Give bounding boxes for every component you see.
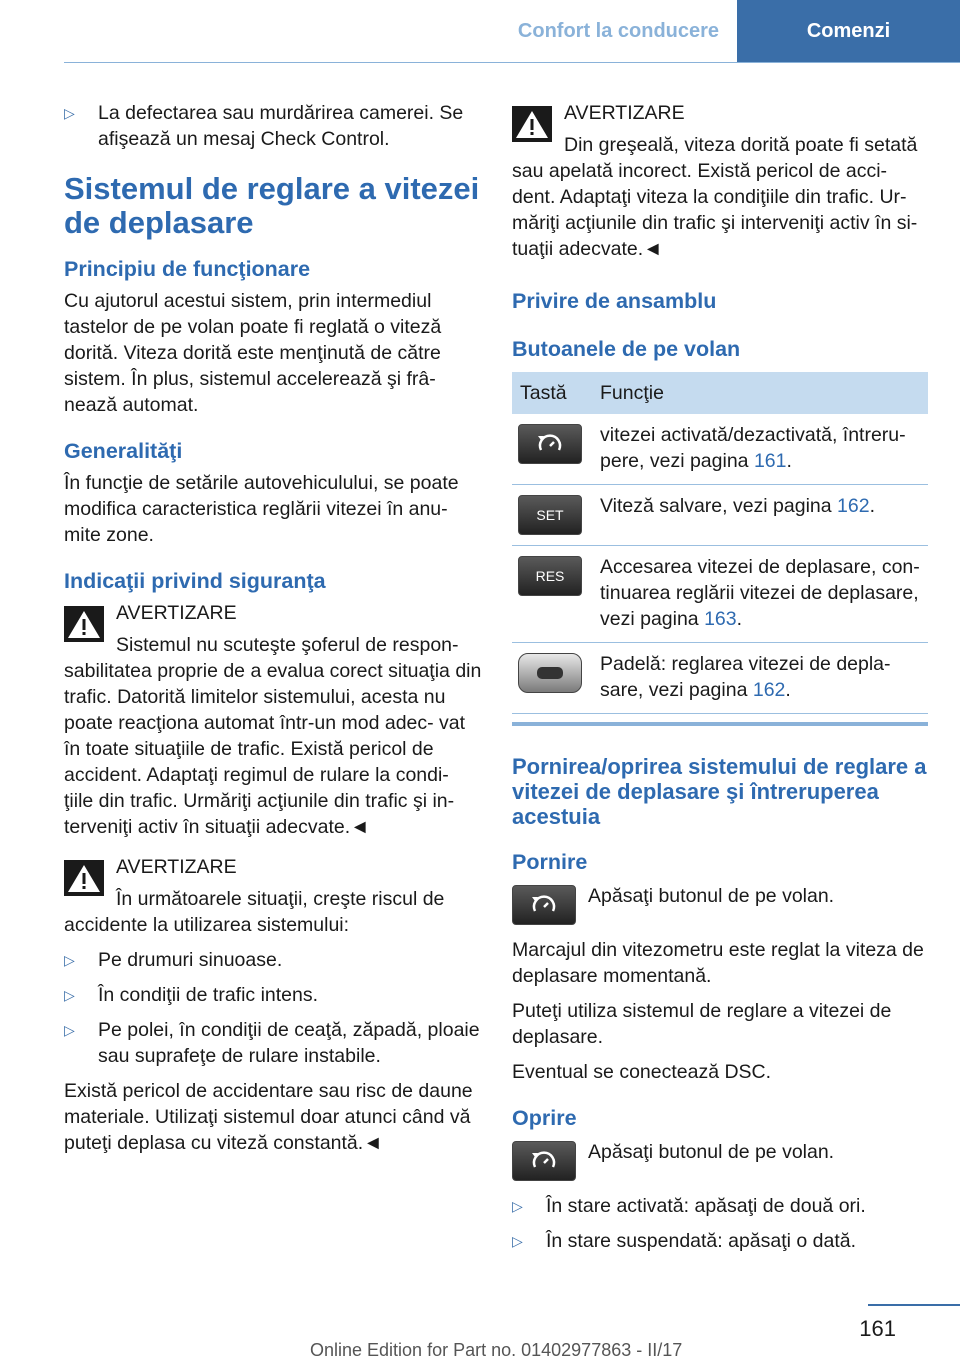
table-header-function: Funcţie	[592, 372, 928, 414]
table-row: Padelă: reglarea vitezei de depla‐ sare, vezi pagina 162.	[512, 643, 928, 714]
warning-title: AVERTIZARE	[564, 102, 685, 124]
footer-rule	[868, 1304, 960, 1306]
paragraph: Eventual se conectează DSC.	[512, 1061, 772, 1083]
section-heading: Pornirea/oprirea sistemului de reglare a vitezei de deplasare şi întreruperea acestuia	[512, 754, 927, 829]
list-item: ▷ La defectarea sau murdărirea camerei. Se afişează un mesaj Check Control.	[64, 102, 464, 150]
subsection-heading: Pornire	[512, 850, 588, 874]
warning-block	[64, 600, 482, 840]
warning-text: Din greşeală, viteza dorită poate fi setată sau apelată incorect. Există pericol de acci‐ dent. Adaptaţi viteza la condiţiile din trafic. Ur‐ măriţi acţiunile din trafic şi interveniţi activ în si‐ tuaţii adecvate.◄	[512, 134, 918, 260]
subsection-heading: Oprire	[512, 1106, 577, 1130]
table-row: SET Viteză salvare, vezi pagina 162.	[512, 485, 928, 546]
left-column	[64, 100, 482, 1165]
cruise-control-icon	[512, 885, 576, 925]
list-item: ▷ În stare activată: apăsaţi de două ori.	[512, 1195, 866, 1217]
page-link[interactable]: 163	[704, 608, 737, 630]
warning-title: AVERTIZARE	[116, 602, 237, 624]
warning-text: Sistemul nu scuteşte şoferul de respon‐ sabilitatea proprie de a evalua corect situaţia din trafic. Datorită limitelor sistemului, acesta nu poate reacţiona automat într-un mod adec‐ vat în toate situaţiile de trafic. Există pericol de accident. Adaptaţi regimul de rulare la condi‐ ţiile din trafic. Urmăriţi acţiunile din trafic şi in‐ terveniţi activ în situaţii adecvate.◄	[64, 634, 482, 838]
list-item: ▷ În stare suspendată: apăsaţi o dată.	[512, 1230, 857, 1252]
bullet-triangle-icon: ▷	[64, 1022, 75, 1038]
res-button-icon: RES	[518, 556, 582, 596]
section-heading: Principiu de funcţionare	[64, 257, 311, 281]
header-chapter-tab[interactable]: Comenzi	[737, 0, 960, 62]
table-row: RES Accesarea vitezei de deplasare, con‐ tinuarea reglării vitezei de deplasare, vezi pagina 163.	[512, 546, 928, 643]
warning-title: AVERTIZARE	[116, 856, 237, 878]
section-heading: Indicaţii privind siguranţa	[64, 569, 326, 593]
right-column	[512, 100, 930, 1263]
list-item: ▷ Pe polei, în condiţii de ceaţă, zăpadă, ploaie sau suprafeţe de rulare instabile.	[64, 1019, 480, 1067]
cruise-control-icon	[518, 424, 582, 464]
page-title: Sistemul de reglare a vitezei de deplasare	[64, 171, 480, 240]
cruise-control-icon	[512, 1141, 576, 1181]
table-row: vitezei activată/dezactivată, întreru‐ pere, vezi pagina 161.	[512, 414, 928, 485]
bullet-triangle-icon: ▷	[64, 987, 75, 1003]
bullet-triangle-icon: ▷	[512, 1198, 523, 1214]
rocker-switch-icon	[518, 653, 582, 693]
list-item: ▷ În condiţii de trafic intens.	[64, 984, 319, 1006]
bullet-triangle-icon: ▷	[64, 952, 75, 968]
warning-text-end: Există pericol de accidentare sau risc de daune materiale. Utilizaţi sistemul doar atunci când vă puteţi deplasa cu viteză constantă.◄	[64, 1080, 473, 1154]
edition-note: Online Edition for Part no. 01402977863 - II/17	[310, 1340, 683, 1360]
page-link[interactable]: 162	[752, 679, 786, 701]
paragraph: Marcajul din vitezometru este reglat la viteza de deplasare momentană.	[512, 939, 924, 987]
warning-block	[512, 100, 930, 262]
table-header-key: Tastă	[512, 372, 592, 414]
warning-text: În următoarele situaţii, creşte riscul de accidente la utilizarea sistemului:	[64, 888, 445, 936]
table-bottom-rule	[512, 722, 928, 726]
list-item: ▷ Pe drumuri sinuoase.	[64, 949, 283, 971]
paragraph: În funcţie de setările autovehiculului, se poate modifica caracteristica reglării vitezei în anu‐ mite zone.	[64, 472, 459, 546]
bullet-triangle-icon: ▷	[64, 105, 75, 121]
page-link[interactable]: 161	[753, 450, 787, 472]
paragraph: Puteţi utiliza sistemul de reglare a vitezei de deplasare.	[512, 1000, 892, 1048]
table-header-row	[512, 372, 928, 414]
buttons-table	[512, 372, 928, 714]
header-divider	[64, 62, 960, 63]
section-heading: Generalităţi	[64, 439, 183, 463]
warning-icon	[512, 106, 552, 142]
warning-block	[64, 854, 482, 1156]
page-number: 161	[859, 1316, 896, 1341]
bullet-triangle-icon: ▷	[512, 1233, 523, 1249]
page-link[interactable]: 162	[837, 495, 870, 517]
warning-icon	[64, 606, 104, 642]
subsection-heading: Butoanele de pe volan	[512, 337, 741, 361]
section-heading: Privire de ansamblu	[512, 289, 717, 313]
paragraph: Cu ajutorul acestui sistem, prin intermediul tastelor de pe volan poate fi reglată o viteză dorită. Viteza dorită este menţinută de către sistem. În plus, sistemul accelerează şi frâ‐ nează automat.	[64, 290, 442, 416]
set-button-icon: SET	[518, 495, 582, 535]
header-section-tab[interactable]: Confort la conducere	[517, 19, 720, 42]
stop-instruction: Apăsaţi butonul de pe volan.	[512, 1139, 930, 1181]
warning-icon	[64, 860, 104, 896]
start-instruction: Apăsaţi butonul de pe volan.	[512, 883, 930, 925]
